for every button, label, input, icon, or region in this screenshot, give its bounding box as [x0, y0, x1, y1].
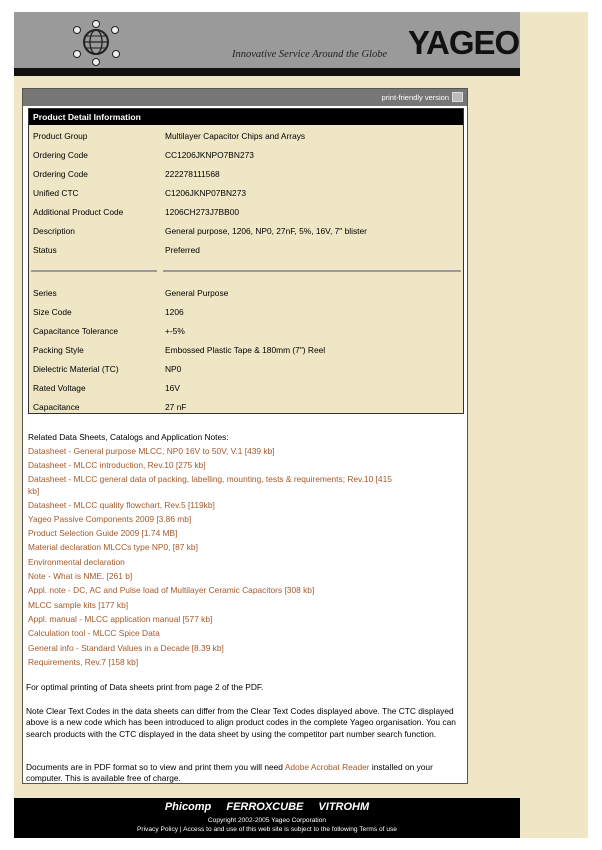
- related-doc-link[interactable]: Appl. note - DC, AC and Pulse load of Multilayer Ceramic Capacitors [308 kb]: [28, 585, 315, 595]
- detail-row: [29, 307, 463, 321]
- main-panel: [22, 88, 468, 784]
- globe-logo-icon[interactable]: [58, 16, 134, 68]
- detail-label: Series: [33, 288, 57, 298]
- ctc-note: Note Clear Text Codes in the data sheets can differ from the Clear Text Codes displayed above. The CTC displayed above is a new code which has been introduced to align product codes in the complete Yageo organisation. You can search products with the CTC displayed in the data sheet by using the competitor part number search function.: [26, 706, 456, 739]
- related-doc-link[interactable]: Product Selection Guide 2009 [1.74 MB]: [28, 528, 178, 538]
- detail-row: [29, 169, 463, 183]
- detail-row: [29, 288, 463, 302]
- print-friendly-link[interactable]: print-friendly version: [381, 93, 449, 102]
- detail-label: Capacitance: [33, 402, 80, 412]
- detail-value: Embossed Plastic Tape & 180mm (7") Reel: [165, 345, 326, 355]
- detail-value: General purpose, 1206, NP0, 27nF, 5%, 16V, 7" blister: [165, 226, 367, 236]
- print-bar: [23, 89, 467, 106]
- detail-label: Unified CTC: [33, 188, 79, 198]
- detail-value: 16V: [165, 383, 180, 393]
- detail-row: [29, 226, 463, 240]
- related-doc-link[interactable]: Datasheet - General purpose MLCC, NP0 16V to 50V, V.1 [439 kb]: [28, 446, 275, 456]
- brand-ferroxcube[interactable]: FERROXCUBE: [226, 801, 304, 813]
- detail-label: Size Code: [33, 307, 72, 317]
- detail-row: [29, 207, 463, 221]
- related-doc-link[interactable]: General info - Standard Values in a Decade [8.39 kb]: [28, 643, 224, 653]
- detail-value: C1206JKNP07BN273: [165, 188, 247, 198]
- detail-row: [29, 345, 463, 359]
- related-doc-link[interactable]: MLCC sample kits [177 kb]: [28, 600, 129, 610]
- detail-value: Multilayer Capacitor Chips and Arrays: [165, 131, 306, 141]
- footer-brands: [14, 801, 520, 813]
- tagline: Innovative Service Around the Globe: [232, 49, 388, 60]
- separator-left: [31, 270, 157, 272]
- right-margin-panel: [520, 12, 588, 838]
- product-detail-table: [28, 108, 464, 414]
- related-doc-link[interactable]: Requirements, Rev.7 [158 kb]: [28, 657, 139, 667]
- related-doc-link[interactable]: Material declaration MLCCs type NP0, [87 kb]: [28, 542, 198, 552]
- related-doc-link[interactable]: Appl. manual - MLCC application manual [577 kb]: [28, 614, 213, 624]
- detail-value: CC1206JKNPO7BN273: [165, 150, 254, 160]
- detail-label: Product Group: [33, 131, 88, 141]
- detail-label: Description: [33, 226, 75, 236]
- detail-value: +-5%: [165, 326, 185, 336]
- detail-label: Dielectric Material (TC): [33, 364, 119, 374]
- detail-label: Status: [33, 245, 57, 255]
- related-doc-link[interactable]: Datasheet - MLCC general data of packing, labelling, mounting, tests & requirements; Rev.10 [415: [28, 474, 392, 484]
- copyright-text: Copyright 2002-2005 Yageo Corporation: [207, 817, 327, 824]
- detail-label: Ordering Code: [33, 169, 88, 179]
- detail-row: [29, 245, 463, 259]
- detail-value: 1206CH273J7BB00: [165, 207, 240, 217]
- detail-label: Rated Voltage: [33, 383, 86, 393]
- detail-row: [29, 150, 463, 164]
- detail-value: 1206: [165, 307, 184, 317]
- detail-label: Ordering Code: [33, 150, 88, 160]
- product-detail-heading: Product Detail Information: [29, 109, 463, 125]
- related-doc-link[interactable]: Yageo Passive Components 2009 [3.86 mb]: [28, 514, 192, 524]
- pdf-note-text-end: installed on your computer. This is available free of charge.: [26, 762, 433, 784]
- detail-row: [29, 383, 463, 397]
- detail-value: 222278111568: [165, 169, 220, 179]
- privacy-policy-link[interactable]: Privacy Policy: [137, 826, 179, 833]
- print-tip-note: For optimal printing of Data sheets print from page 2 of the PDF.: [26, 682, 264, 692]
- detail-row: [29, 326, 463, 340]
- related-doc-link[interactable]: Calculation tool - MLCC Spice Data: [28, 628, 160, 638]
- legal-line: [14, 826, 520, 833]
- detail-row: [29, 364, 463, 378]
- brand-phicomp[interactable]: Phicomp: [164, 801, 212, 813]
- pdf-note: [26, 762, 464, 785]
- detail-value: Preferred: [165, 245, 200, 255]
- brand-vitrohm[interactable]: VITROHM: [318, 801, 370, 813]
- detail-row: [29, 188, 463, 202]
- related-doc-link[interactable]: Datasheet - MLCC quality flowchart, Rev.5 [119kb]: [28, 500, 215, 510]
- header-divider-bar: [14, 68, 520, 76]
- detail-value: General Purpose: [165, 288, 229, 298]
- related-doc-link[interactable]: Environmental declaration: [28, 557, 125, 567]
- printer-icon[interactable]: [452, 92, 463, 102]
- terms-of-use-link[interactable]: Access to and use of this web site is subject to the following Terms of use: [183, 826, 397, 833]
- detail-row: [29, 131, 463, 145]
- site-footer: [14, 798, 520, 838]
- legal-separator: |: [178, 826, 184, 833]
- separator-right: [163, 270, 461, 272]
- detail-label: Additional Product Code: [33, 207, 124, 217]
- detail-label: Packing Style: [33, 345, 84, 355]
- related-doc-link[interactable]: Note - What is NME. [261 b]: [28, 571, 133, 581]
- related-docs-heading: Related Data Sheets, Catalogs and Application Notes:: [28, 432, 229, 442]
- related-doc-link[interactable]: kb]: [28, 486, 40, 496]
- detail-value: NP0: [165, 364, 182, 374]
- acrobat-reader-link[interactable]: Adobe Acrobat Reader: [284, 762, 370, 772]
- detail-row: [29, 402, 463, 416]
- detail-label: Capacitance Tolerance: [33, 326, 119, 336]
- brand-logo[interactable]: YAGEO: [408, 24, 520, 61]
- pdf-note-text: Documents are in PDF format so to view and print them you will need: [26, 762, 285, 772]
- detail-value: 27 nF: [165, 402, 187, 412]
- related-doc-link[interactable]: Datasheet - MLCC introduction, Rev.10 [275 kb]: [28, 460, 206, 470]
- site-header: [14, 12, 520, 70]
